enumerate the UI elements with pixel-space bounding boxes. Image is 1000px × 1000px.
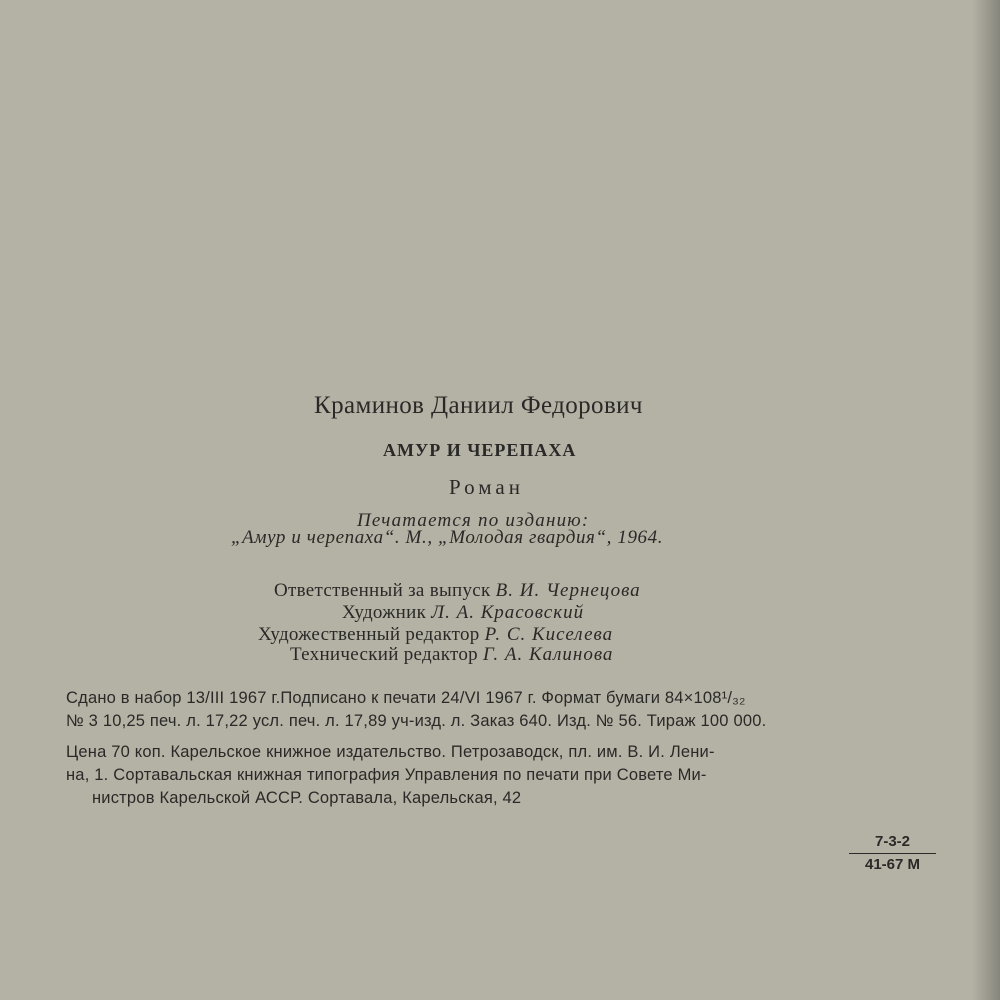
publisher-line-1: Цена 70 коп. Карельское книжное издательство. Петрозаводск, пл. им. В. И. Лени- — [66, 743, 715, 761]
publisher-line-2: на, 1. Сортавальская книжная типография Управления по печати при Совете Ми- — [66, 766, 707, 784]
credit-role: Художественный редактор — [258, 624, 480, 645]
page-edge-shadow — [972, 0, 1000, 1000]
credit-line — [342, 602, 584, 624]
imprint-line-2: № 3 10,25 печ. л. 17,22 усл. печ. л. 17,89 уч-изд. л. Заказ 640. Изд. № 56. Тираж 100 000. — [66, 712, 767, 730]
source-note-line-2: „Амур и черепаха“. М., „Молодая гвардия“, 1964. — [231, 527, 664, 548]
catalog-code — [845, 833, 940, 873]
credit-name: В. И. Чернецова — [495, 580, 641, 601]
publisher-line-3: нистров Карельской АССР. Сортавала, Карельская, 42 — [92, 789, 522, 807]
imprint-line-1: Сдано в набор 13/III 1967 г.Подписано к печати 24/VI 1967 г. Формат бумаги 84×108¹/₃₂ — [66, 689, 746, 707]
credit-name: Р. С. Киселева — [484, 624, 614, 645]
credit-line — [258, 624, 613, 646]
catalog-code-numerator: 7-3-2 — [874, 833, 911, 850]
credit-name: Г. А. Калинова — [483, 644, 614, 665]
book-title: АМУР И ЧЕРЕПАХА — [383, 440, 577, 460]
credit-line — [290, 644, 613, 666]
genre-label: Роман — [449, 475, 524, 499]
catalog-code-denominator: 41-67 М — [864, 856, 921, 873]
author-name: Краминов Даниил Федорович — [314, 392, 643, 419]
credit-line — [274, 580, 641, 602]
credit-role: Ответственный за выпуск — [274, 580, 491, 601]
credit-role: Художник — [342, 602, 427, 623]
credit-role: Технический редактор — [290, 644, 478, 665]
source-note-line-1: Печатается по изданию: — [357, 510, 590, 531]
credit-name: Л. А. Красовский — [431, 602, 585, 623]
